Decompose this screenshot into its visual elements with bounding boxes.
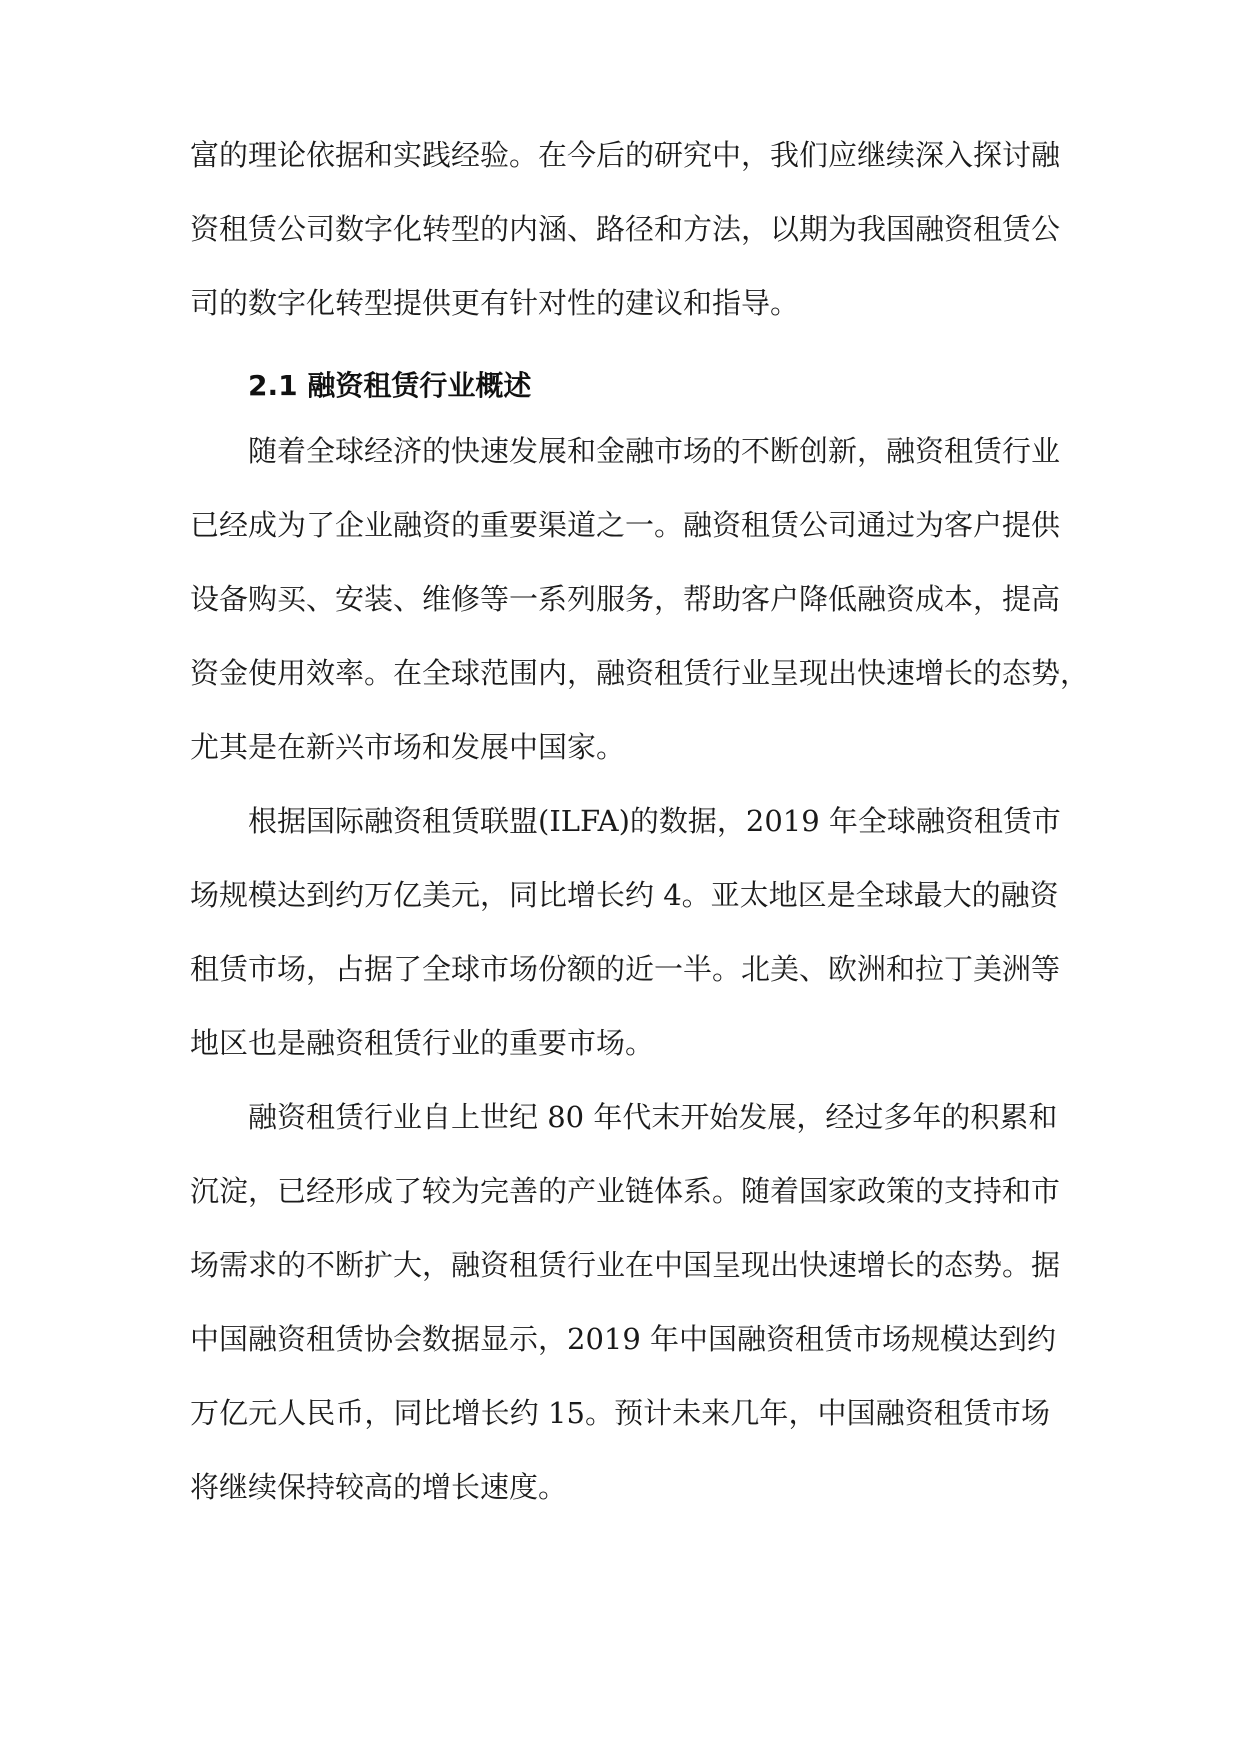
paragraph-3-line-4: 中国融资租赁协会数据显示，2019 年中国融资租赁市场规模达到约 bbox=[190, 1322, 1057, 1356]
paragraph-2-line-3: 租赁市场，占据了全球市场份额的近一半。北美、欧洲和拉丁美洲等 bbox=[190, 952, 1061, 986]
intro-line-3: 司的数字化转型提供更有针对性的建议和指导。 bbox=[190, 286, 800, 320]
paragraph-2-line-1: 根据国际融资租赁联盟(ILFA)的数据，2019 年全球融资租赁市 bbox=[248, 804, 1061, 838]
intro-line-2: 资租赁公司数字化转型的内涵、路径和方法，以期为我国融资租赁公 bbox=[190, 212, 1061, 246]
paragraph-3-line-1: 融资租赁行业自上世纪 80 年代末开始发展，经过多年的积累和 bbox=[248, 1100, 1058, 1134]
paragraph-1-line-4: 资金使用效率。在全球范围内，融资租赁行业呈现出快速增长的态势， bbox=[190, 656, 1090, 690]
paragraph-3-line-5: 万亿元人民币，同比增长约 15。预计未来几年，中国融资租赁市场 bbox=[190, 1396, 1050, 1430]
paragraph-3-line-6: 将继续保持较高的增长速度。 bbox=[190, 1470, 568, 1504]
paragraph-1-line-1: 随着全球经济的快速发展和金融市场的不断创新，融资租赁行业 bbox=[248, 434, 1061, 468]
paragraph-3-line-2: 沉淀，已经形成了较为完善的产业链体系。随着国家政策的支持和市 bbox=[190, 1174, 1061, 1208]
paragraph-2-line-4: 地区也是融资租赁行业的重要市场。 bbox=[190, 1026, 655, 1060]
paragraph-1-line-2: 已经成为了企业融资的重要渠道之一。融资租赁公司通过为客户提供 bbox=[190, 508, 1061, 542]
intro-line-1: 富的理论依据和实践经验。在今后的研究中，我们应继续深入探讨融 bbox=[190, 138, 1061, 172]
paragraph-1-line-5: 尤其是在新兴市场和发展中国家。 bbox=[190, 730, 626, 764]
paragraph-3-line-3: 场需求的不断扩大，融资租赁行业在中国呈现出快速增长的态势。据 bbox=[190, 1248, 1061, 1282]
paragraph-1-line-3: 设备购买、安装、维修等一系列服务，帮助客户降低融资成本，提高 bbox=[190, 582, 1061, 616]
section-heading: 2.1 融资租赁行业概述 bbox=[248, 369, 532, 402]
paragraph-2-line-2: 场规模达到约万亿美元，同比增长约 4。亚太地区是全球最大的融资 bbox=[190, 878, 1059, 912]
